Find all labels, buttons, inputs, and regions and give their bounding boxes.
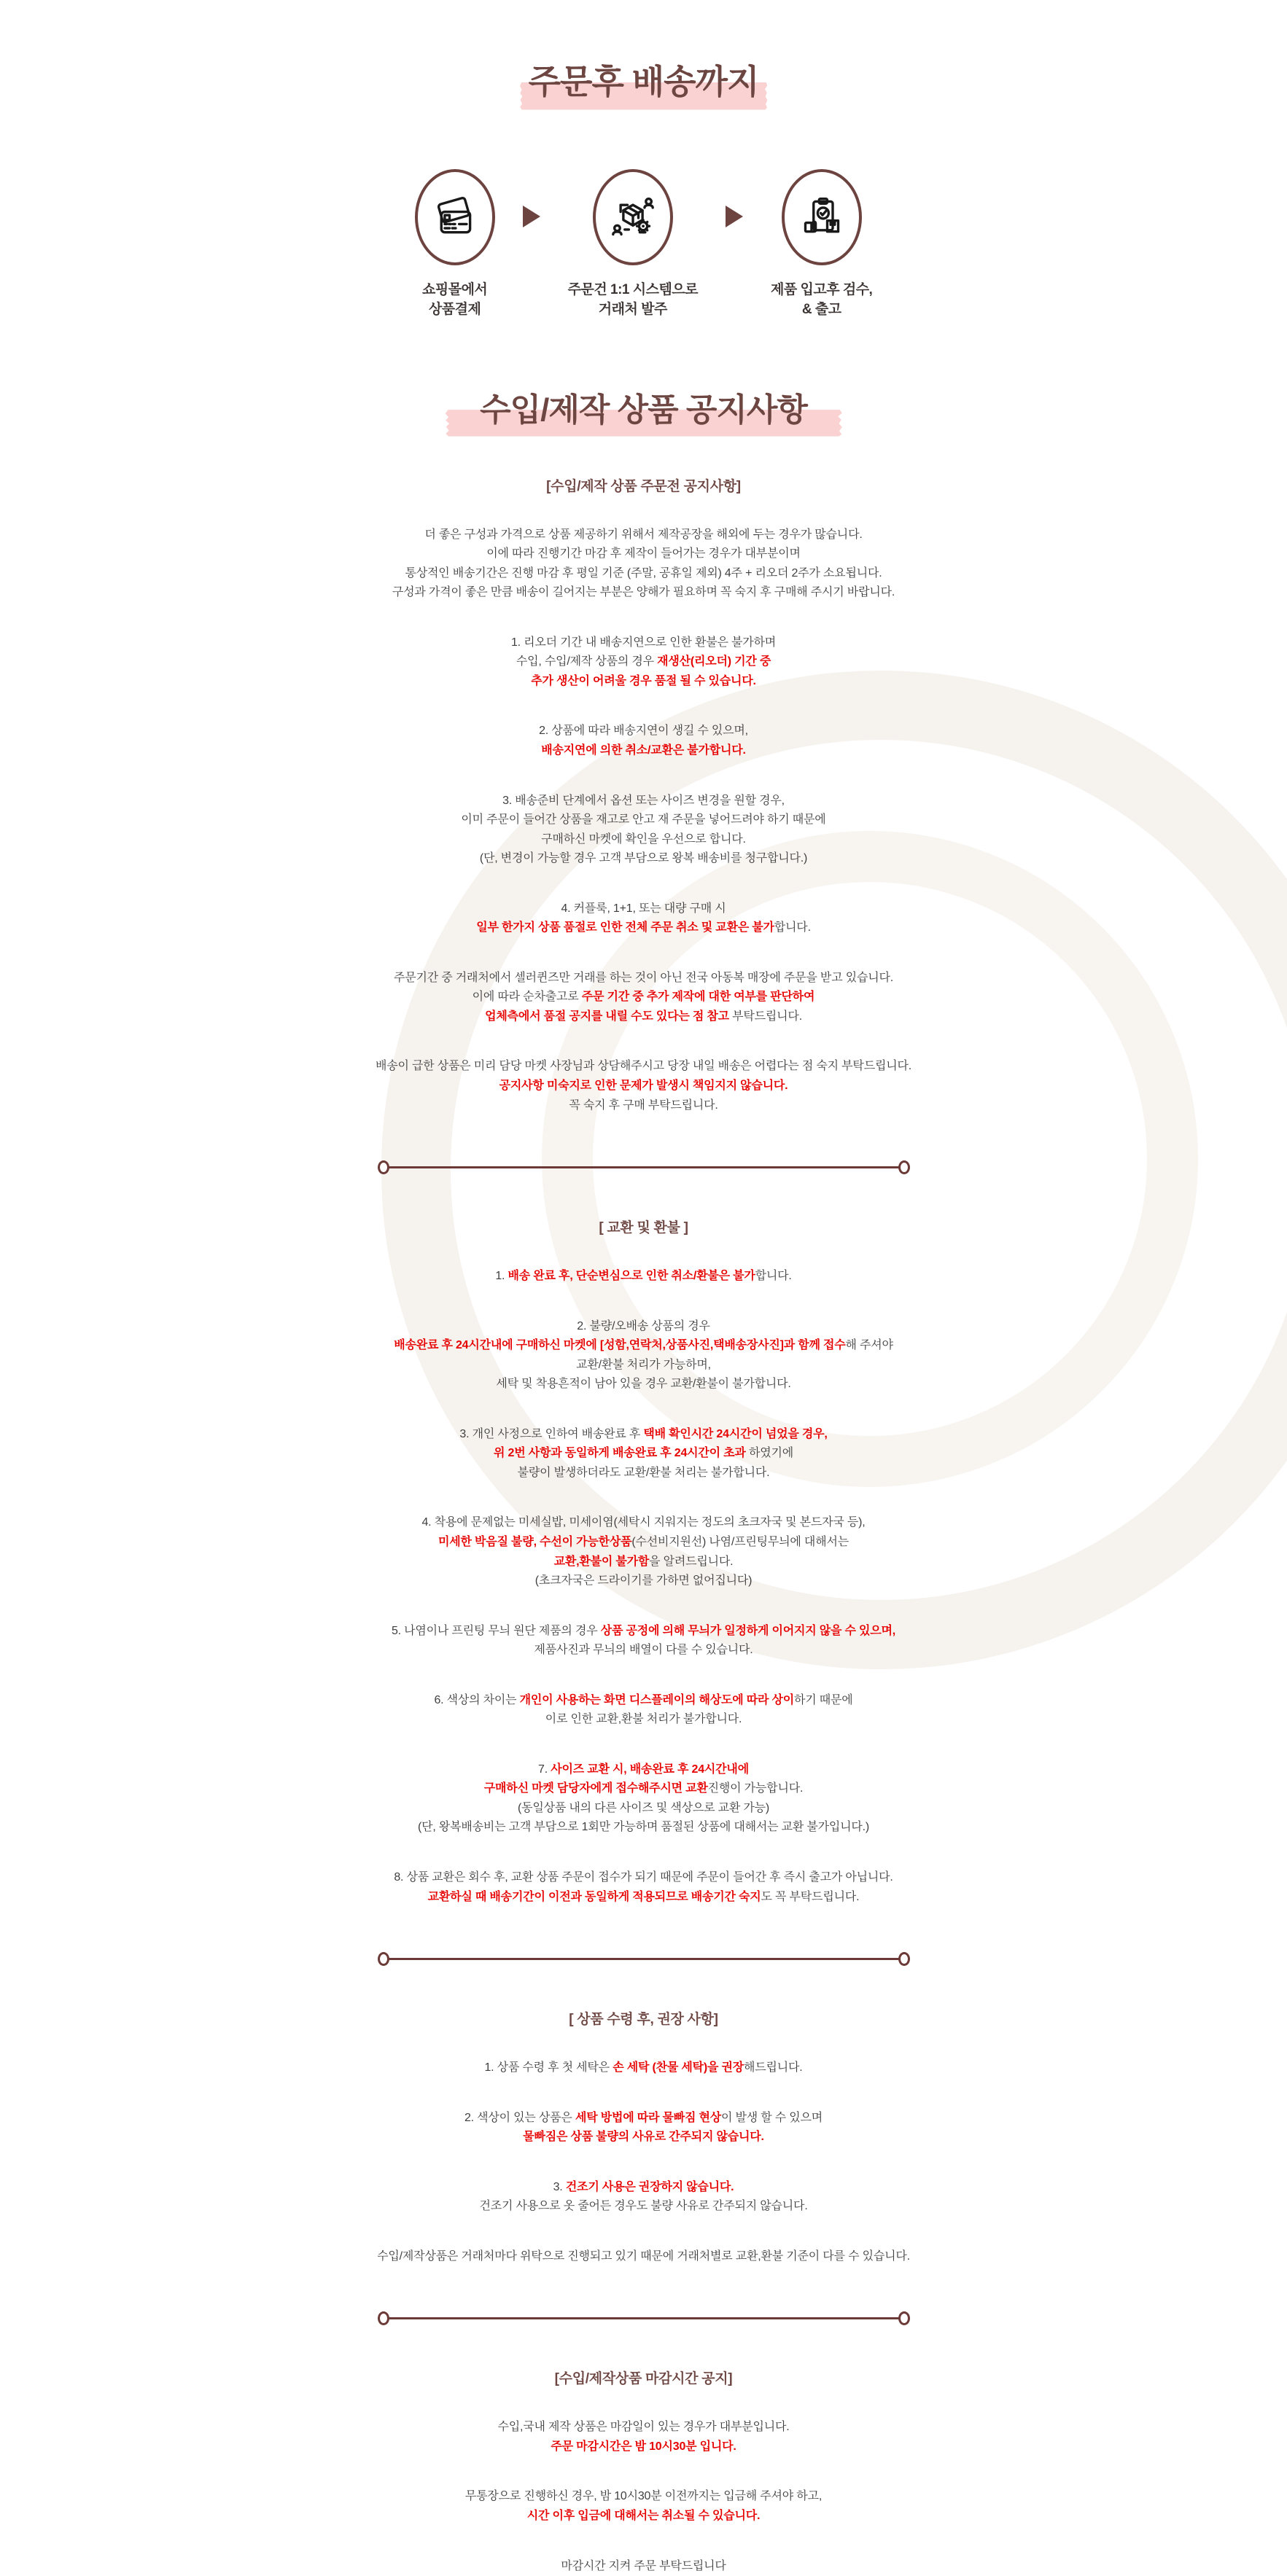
process-step-order-system [568,169,698,320]
divider-end-circle [378,2311,389,2325]
arrow-right-icon [523,206,540,227]
notice-paragraph [301,1425,987,1483]
notice-paragraph [301,2058,987,2078]
notice-paragraph [301,2487,987,2526]
notice-paragraph [301,722,987,760]
notice-page [279,0,1008,2114]
page-title-highlight: 주문후 배송까지 [529,61,759,104]
notice-line: 구성과 가격이 좋은 만큼 배송이 길어지는 부분은 양해가 필요하며 꼭 숙지 후 구매해 주시기 바랍니다. [301,583,987,603]
inspection-shipping-icon [782,169,862,265]
section-divider [378,2311,910,2325]
notice-line: 교환,환불이 불가함을 알려드립니다. [301,1553,987,1572]
notice-line: 3. 배송준비 단계에서 옵션 또는 사이즈 변경을 원할 경우, [301,792,987,811]
notice-line: 4. 착용에 문제없는 미세실밥, 미세이염(세탁시 지워지는 정도의 초크자국 및 본드자국 등), [301,1513,987,1533]
notice-line: 이미 주문이 들어간 상품을 재고로 안고 재 주문을 넣어드려야 하기 때문에 [301,811,987,830]
divider-line [389,1958,899,1960]
divider-end-circle [898,1160,910,1174]
notice-paragraph [301,2247,987,2267]
notice-line: 1. 배송 완료 후, 단순변심으로 인한 취소/환불은 불가합니다. [301,1267,987,1287]
section-title-highlight: 수입/제작 상품 공지사항 [480,390,807,430]
notice-paragraph [301,1760,987,1838]
section-header: [수입/제작 상품 주문전 공지사항] [301,475,987,495]
notice-paragraph [301,969,987,1027]
notice-line: 주문 마감시간은 밤 10시30분 입니다. [301,2438,987,2457]
notice-content-wrapper [279,0,1008,2576]
notice-line: 3. 개인 사정으로 인하여 배송완료 후 택배 확인시간 24시간이 넘었을 경우, [301,1425,987,1445]
notice-line: 배송완료 후 24시간내에 구매하신 마켓에 [성함,연락처,상품사진,택배송장사진]과 함께 접수해 주셔야 [301,1336,987,1356]
notice-line: 일부 한가지 상품 품절로 인한 전체 주문 취소 및 교환은 불가합니다. [301,918,987,938]
notice-line: 6. 색상의 차이는 개인이 사용하는 화면 디스플레이의 해상도에 따라 상이하기 때문에 [301,1691,987,1711]
notice-paragraph [301,1513,987,1591]
notice-body [279,475,1008,2576]
notice-line: 추가 생산이 어려울 경우 품절 될 수 있습니다. [301,672,987,692]
notice-line: 시간 이후 입금에 대해서는 취소될 수 있습니다. [301,2507,987,2526]
notice-line: 무통장으로 진행하신 경우, 밤 10시30분 이전까지는 입금해 주셔야 하고, [301,2487,987,2507]
arrow-right-icon [726,206,743,227]
divider-end-circle [378,1160,389,1174]
notice-line: 7. 사이즈 교환 시, 배송완료 후 24시간내에 [301,1760,987,1780]
notice-line: 이에 따라 순차출고로 주문 기간 중 추가 제작에 대한 여부를 판단하여 [301,988,987,1007]
section-divider [378,1952,910,1966]
notice-line: 제품사진과 무늬의 배열이 다를 수 있습니다. [301,1641,987,1660]
notice-line: 구매하신 마켓에 확인을 우선으로 합니다. [301,830,987,850]
divider-line [389,1166,899,1168]
notice-line: 4. 커플룩, 1+1, 또는 대량 구매 시 [301,899,987,919]
notice-line: 공지사항 미숙지로 인한 문제가 발생시 책임지지 않습니다. [301,1077,987,1096]
notice-line: 꼭 숙지 후 구매 부탁드립니다. [301,1096,987,1116]
notice-paragraph [301,1868,987,1907]
process-step-label: 제품 입고후 검수, & 출고 [771,280,872,320]
notice-paragraph [301,899,987,938]
section-divider [378,1160,910,1174]
notice-line: 통상적인 배송기간은 진행 마감 후 평일 기준 (주말, 공휴일 제외) 4주 + 리오더 2주가 소요됩니다. [301,564,987,584]
notice-line: 더 좋은 구성과 가격으로 상품 제공하기 위해서 제작공장을 해외에 두는 경우가 많습니다. [301,526,987,545]
notice-paragraph [301,2418,987,2456]
divider-end-circle [898,1952,910,1966]
notice-line: 수입/제작상품은 거래처마다 위탁으로 진행되고 있기 때문에 거래처별로 교환,환불 기준이 다를 수 있습니다. [301,2247,987,2267]
page-title [279,61,1008,104]
notice-paragraph [301,2178,987,2217]
notice-line: 5. 나염이나 프린팅 무늬 원단 제품의 경우 상품 공정에 의해 무늬가 일정하게 이어지지 않을 수 있으며, [301,1622,987,1642]
notice-line: 건조기 사용으로 옷 줄어든 경우도 불량 사유로 간주되지 않습니다. [301,2197,987,2217]
notice-line: 배송지연에 의한 취소/교환은 불가합니다. [301,741,987,761]
order-process-diagram [279,169,1008,320]
notice-line: 업체측에서 품절 공지를 내릴 수도 있다는 점 참고 부탁드립니다. [301,1007,987,1027]
credit-card-icon [415,169,495,265]
notice-line: (동일상품 내의 다른 사이즈 및 색상으로 교환 가능) [301,1799,987,1819]
notice-line: 수입,국내 제작 상품은 마감일이 있는 경우가 대부분입니다. [301,2418,987,2438]
process-step-label: 주문건 1:1 시스템으로 거래처 발주 [568,280,698,320]
notice-line: 물빠짐은 상품 불량의 사유로 간주되지 않습니다. [301,2128,987,2147]
notice-line: (단, 변경이 가능할 경우 고객 부담으로 왕복 배송비를 청구합니다.) [301,849,987,869]
notice-line: (초크자국은 드라이기를 가하면 없어집니다) [301,1572,987,1591]
notice-paragraph [301,1691,987,1730]
notice-line: (단, 왕복배송비는 고객 부담으로 1회만 가능하며 품절된 상품에 대해서는 교환 불가입니다.) [301,1818,987,1838]
order-system-icon [593,169,673,265]
section-title [279,390,1008,430]
section-header: [ 교환 및 환불 ] [301,1217,987,1236]
notice-line: 1. 상품 수령 후 첫 세탁은 손 세탁 (찬물 세탁)을 권장해드립니다. [301,2058,987,2078]
notice-paragraph [301,526,987,603]
notice-line: 주문기간 중 거래처에서 셀러퀸즈만 거래를 하는 것이 아닌 전국 아동복 매장에 주문을 받고 있습니다. [301,969,987,988]
notice-line: 교환하실 때 배송기간이 이전과 동일하게 적용되므로 배송기간 숙지도 꼭 부탁드립니다. [301,1888,987,1908]
notice-line: 이로 인한 교환,환불 처리가 불가합니다. [301,1710,987,1730]
notice-paragraph [301,1267,987,1287]
notice-line: 1. 리오더 기간 내 배송지연으로 인한 환불은 불가하며 [301,633,987,653]
section-header: [ 상품 수령 후, 권장 사항] [301,2008,987,2028]
process-step-inspection [771,169,872,320]
divider-end-circle [898,2311,910,2325]
notice-line: 교환/환불 처리가 가능하며, [301,1356,987,1375]
notice-paragraph [301,2109,987,2147]
notice-paragraph [301,2557,987,2576]
section-header: [수입/제작상품 마감시간 공지] [301,2368,987,2387]
notice-line: 2. 상품에 따라 배송지연이 생길 수 있으며, [301,722,987,741]
divider-line [389,2317,899,2319]
notice-line: 위 2번 사항과 동일하게 배송완료 후 24시간이 초과 하였기에 [301,1444,987,1464]
notice-paragraph [301,1057,987,1115]
notice-paragraph [301,1317,987,1394]
notice-paragraph [301,633,987,692]
notice-line: 이에 따라 진행기간 마감 후 제작이 들어가는 경우가 대부분이며 [301,545,987,564]
notice-line: 3. 건조기 사용은 권장하지 않습니다. [301,2178,987,2198]
notice-line: 2. 색상이 있는 상품은 세탁 방법에 따라 물빠짐 현상이 발생 할 수 있으며 [301,2109,987,2128]
notice-line: 수입, 수입/제작 상품의 경우 재생산(리오더) 기간 중 [301,652,987,672]
notice-line: 미세한 박음질 불량, 수선이 가능한상품(수선비지원선) 나염/프린팅무늬에 대해서는 [301,1533,987,1553]
divider-end-circle [378,1952,389,1966]
notice-line: 배송이 급한 상품은 미리 담당 마켓 사장님과 상담해주시고 당장 내일 배송은 어렵다는 점 숙지 부탁드립니다. [301,1057,987,1077]
process-step-payment [415,169,495,320]
notice-line: 불량이 발생하더라도 교환/환불 처리는 불가합니다. [301,1464,987,1483]
notice-paragraph [301,1622,987,1660]
notice-line: 2. 불량/오배송 상품의 경우 [301,1317,987,1337]
notice-line: 세탁 및 착용흔적이 남아 있을 경우 교환/환불이 불가합니다. [301,1375,987,1394]
notice-line: 8. 상품 교환은 회수 후, 교환 상품 주문이 접수가 되기 때문에 주문이 들어간 후 즉시 출고가 아닙니다. [301,1868,987,1888]
process-step-label: 쇼핑몰에서 상품결제 [422,280,487,320]
notice-line: 마감시간 지켜 주문 부탁드립니다 [301,2557,987,2576]
notice-line: 구매하신 마켓 담당자에게 접수해주시면 교환진행이 가능합니다. [301,1779,987,1799]
notice-paragraph [301,792,987,869]
